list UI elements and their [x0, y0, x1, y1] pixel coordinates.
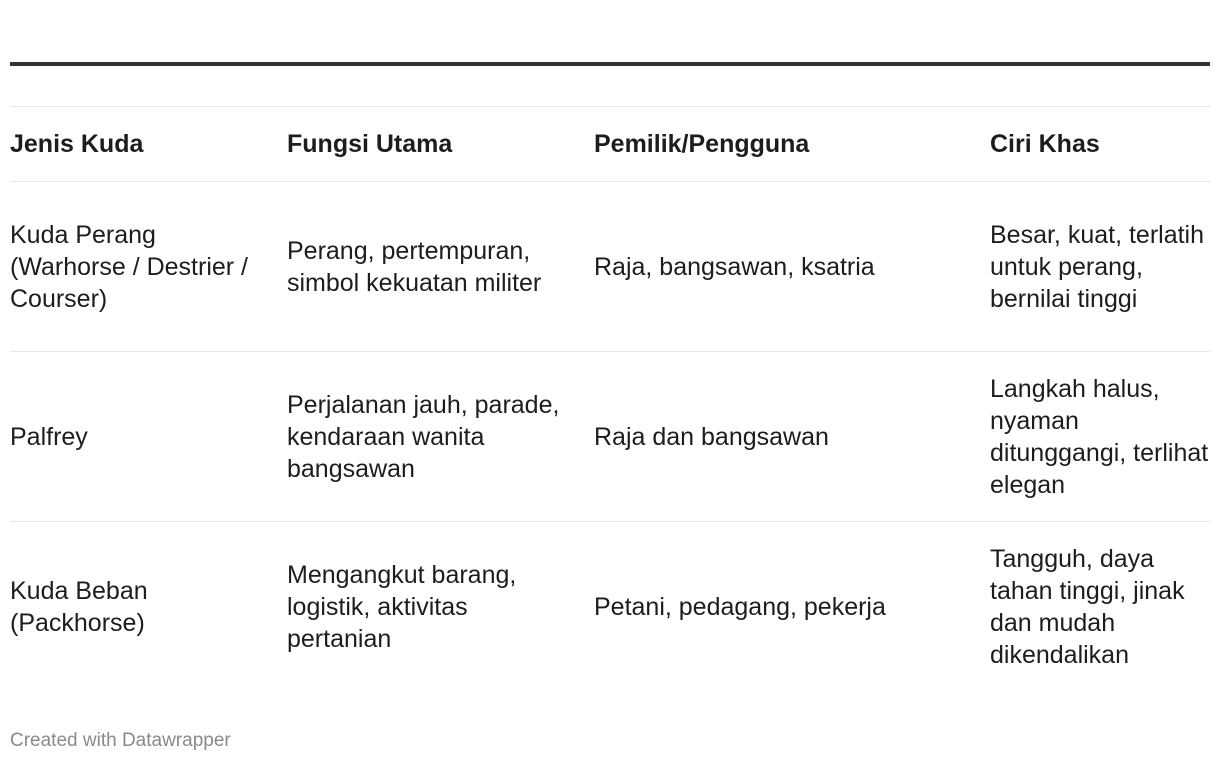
top-rule	[10, 62, 1210, 66]
table-cell: Langkah halus, nyaman ditunggangi, terlihat elegan	[990, 374, 1209, 499]
table-header-row	[10, 107, 1210, 182]
column-header[interactable]: Ciri Khas	[990, 130, 1100, 158]
table-cell: Kuda Beban (Packhorse)	[10, 577, 148, 637]
table-row	[10, 522, 1210, 692]
datawrapper-credit: Created with Datawrapper	[10, 730, 231, 751]
table-cell: Perjalanan jauh, parade, kendaraan wanita bangsawan	[287, 390, 560, 483]
data-table	[10, 106, 1210, 692]
column-header[interactable]: Pemilik/Pengguna	[594, 130, 810, 158]
table-cell: Perang, pertempuran, simbol kekuatan militer	[287, 236, 542, 297]
table-cell: Besar, kuat, terlatih untuk perang, bernilai tinggi	[990, 220, 1205, 313]
table-cell: Raja, bangsawan, ksatria	[594, 252, 875, 281]
table-cell: Petani, pedagang, pekerja	[594, 593, 886, 621]
column-header[interactable]: Fungsi Utama	[287, 130, 453, 158]
table-row	[10, 352, 1210, 522]
table-cell: Kuda Perang (Warhorse / Destrier / Courser)	[10, 220, 249, 313]
table-row	[10, 182, 1210, 352]
table-cell: Raja dan bangsawan	[594, 422, 829, 451]
column-header[interactable]: Jenis Kuda	[10, 130, 144, 158]
table-cell: Mengangkut barang, logistik, aktivitas pertanian	[287, 561, 517, 653]
table-cell: Palfrey	[10, 422, 88, 451]
table-cell: Tangguh, daya tahan tinggi, jinak dan mudah dikendalikan	[990, 545, 1185, 669]
